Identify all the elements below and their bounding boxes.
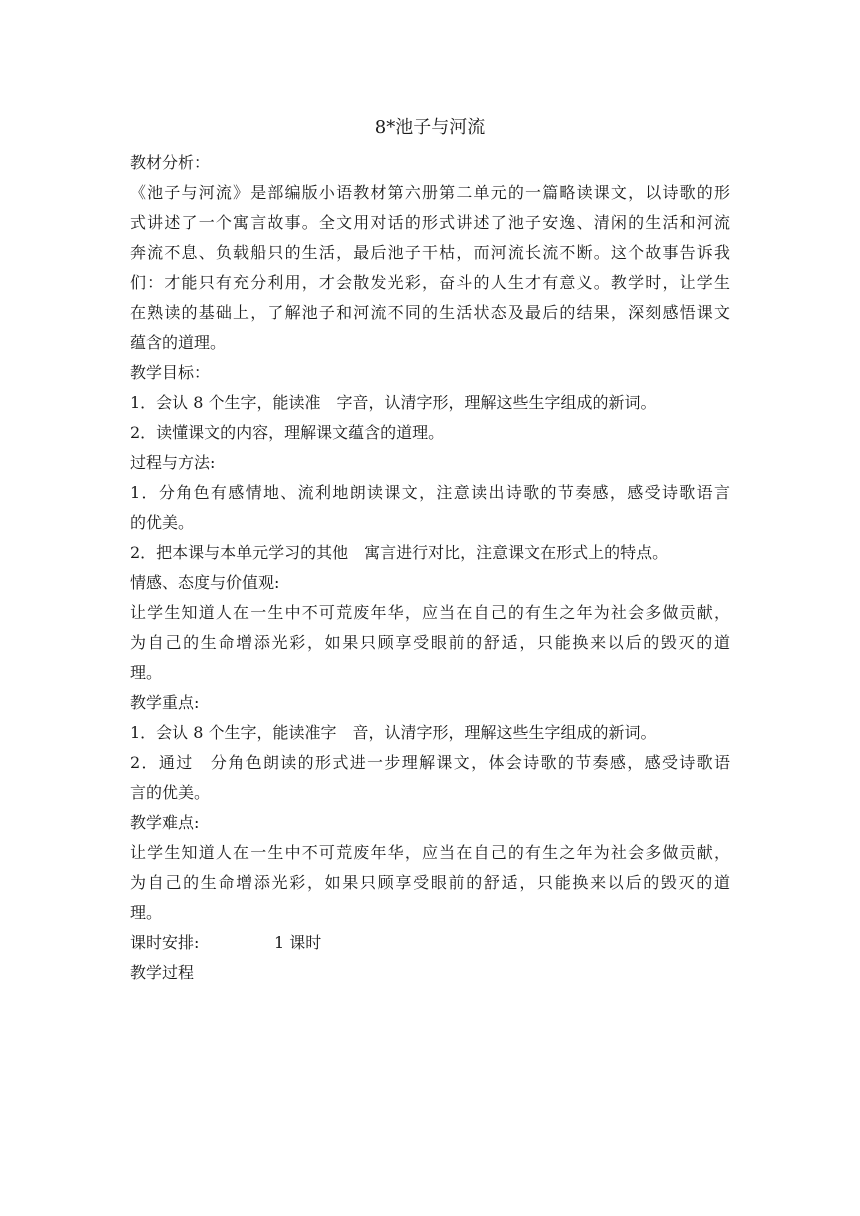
analysis-paragraph [130, 178, 730, 358]
difficulty-line: 让学生知道人在一生中不可荒废年华，应当在自己的有生之年为社会多做贡献， [130, 843, 730, 862]
process-heading: 过程与方法: [130, 453, 216, 472]
key-line: 言的优美。 [130, 783, 211, 802]
key-line: 2．通过 分角色朗读的形式进一步理解课文，体会诗歌的节奏感，感受诗歌语 [130, 753, 730, 772]
schedule-label: 课时安排: [130, 933, 200, 952]
emotion-heading: 情感、态度与价值观: [130, 573, 280, 592]
key-heading: 教学重点: [130, 693, 200, 712]
goals-heading: 教学目标： [130, 363, 211, 382]
procedure-heading: 教学过程 [130, 963, 195, 982]
document-page [130, 112, 730, 988]
process-line: 的优美。 [130, 513, 195, 532]
analysis-heading: 教材分析： [130, 153, 211, 172]
analysis-line: 奔流不息、负载船只的生活，最后池子干枯，而河流长流不断。这个故事告诉我 [130, 243, 730, 262]
analysis-line: 《池子与河流》是部编版小语教材第六册第二单元的一篇略读课文，以诗歌的形 [130, 183, 730, 202]
emotion-line: 让学生知道人在一生中不可荒废年华，应当在自己的有生之年为社会多做贡献， [130, 603, 730, 622]
goal-item: 2．读懂课文的内容，理解课文蕴含的道理。 [130, 423, 445, 442]
emotion-line: 为自己的生命增添光彩，如果只顾享受眼前的舒适，只能换来以后的毁灭的道 [130, 633, 730, 652]
difficulty-heading: 教学难点: [130, 813, 200, 832]
schedule-value: 1 课时 [274, 933, 322, 952]
analysis-line: 们：才能只有充分利用，才会散发光彩，奋斗的人生才有意义。教学时，让学生 [130, 273, 730, 292]
difficulty-line: 理。 [130, 903, 163, 922]
analysis-line: 式讲述了一个寓言故事。全文用对话的形式讲述了池子安逸、清闲的生活和河流 [130, 213, 730, 232]
document-title: 8*池子与河流 [374, 117, 486, 138]
goal-item: 1．会认 8 个生字，能读准 字音，认清字形，理解这些生字组成的新词。 [130, 393, 657, 412]
schedule-row [130, 928, 730, 958]
process-line: 1．分角色有感情地、流利地朗读课文，注意读出诗歌的节奏感，感受诗歌语言 [130, 483, 730, 502]
process-line: 2．把本课与本单元学习的其他 寓言进行对比，注意课文在形式上的特点。 [130, 543, 669, 562]
analysis-line: 在熟读的基础上，了解池子和河流不同的生活状态及最后的结果，深刻感悟课文 [130, 303, 730, 322]
emotion-line: 理。 [130, 663, 163, 682]
difficulty-line: 为自己的生命增添光彩，如果只顾享受眼前的舒适，只能换来以后的毁灭的道 [130, 873, 730, 892]
key-line: 1．会认 8 个生字，能读准字 音，认清字形，理解这些生字组成的新词。 [130, 723, 657, 742]
analysis-line: 蕴含的道理。 [130, 333, 227, 352]
